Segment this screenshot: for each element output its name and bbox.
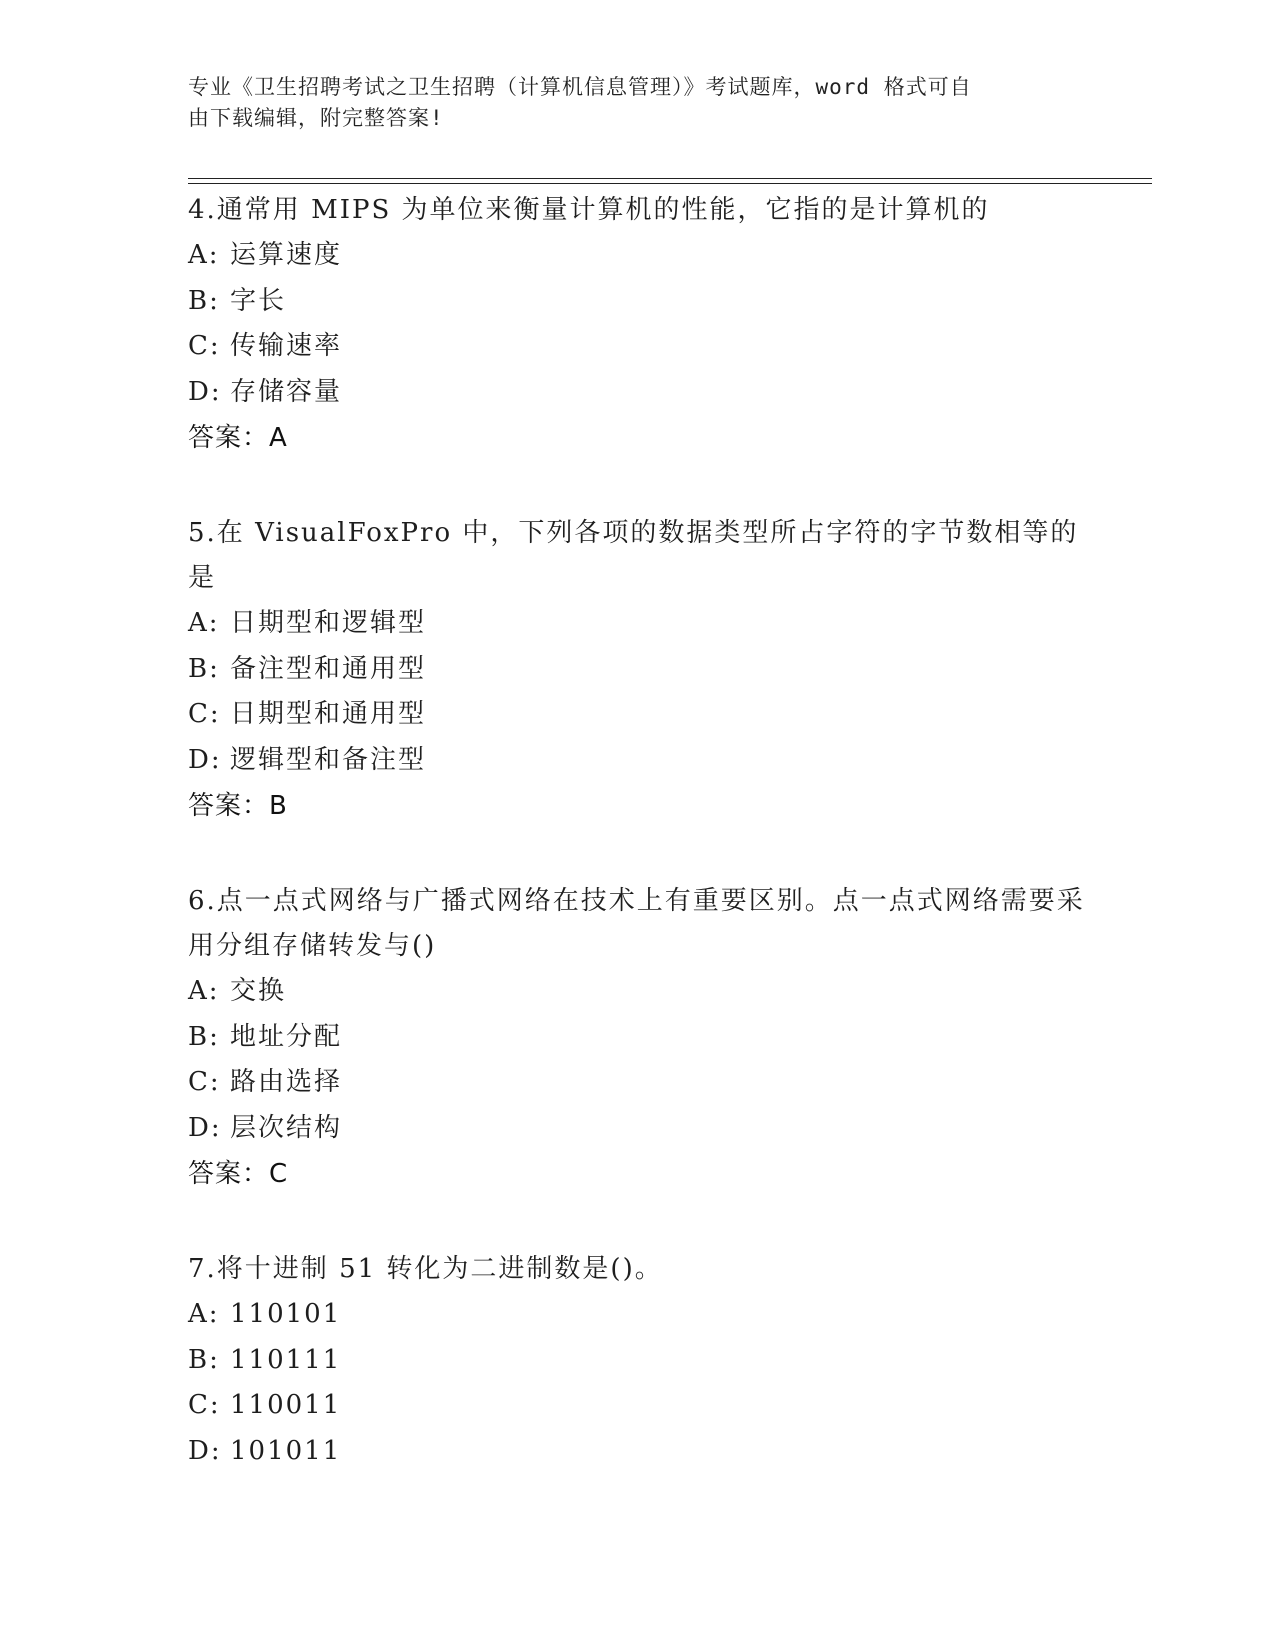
answer-label: 答案：A: [188, 423, 288, 453]
option-c: [188, 1060, 1088, 1106]
option-c: [188, 1383, 1088, 1429]
option-d: [188, 738, 1088, 784]
option-text: 字长: [230, 285, 287, 316]
option-b: [188, 1015, 1088, 1061]
option-a: [188, 233, 1088, 279]
answer-label: 答案：B: [188, 791, 288, 821]
header-divider-bottom: [188, 183, 1152, 184]
option-letter: D:: [188, 744, 222, 775]
option-a: [188, 601, 1088, 647]
option-d: [188, 370, 1088, 416]
option-b: [188, 1338, 1088, 1384]
option-text: 日期型和逻辑型: [230, 608, 427, 638]
option-text: 备注型和通用型: [230, 653, 427, 684]
question-6: [188, 879, 1088, 1197]
option-letter: D:: [188, 1112, 222, 1143]
option-letter: A:: [188, 1299, 220, 1329]
option-text: 逻辑型和备注型: [230, 744, 427, 775]
option-text: 路由选择: [230, 1067, 343, 1097]
header-line-2: 由下载编辑，附完整答案!: [188, 106, 444, 130]
option-b: [188, 279, 1088, 325]
question-text: 6.点一点式网络与广播式网络在技术上有重要区别。点一点式网络需要采用分组存储转发与(): [188, 886, 1085, 961]
option-letter: A:: [188, 608, 220, 638]
option-b: [188, 647, 1088, 693]
question-text: 4.通常用 MIPS 为单位来衡量计算机的性能，它指的是计算机的: [188, 195, 990, 225]
question-list: [188, 188, 1088, 1524]
question-7: [188, 1247, 1088, 1474]
header-divider-top: [188, 178, 1152, 179]
option-text: 地址分配: [230, 1021, 343, 1052]
option-text: 存储容量: [230, 376, 343, 407]
option-text: 运算速度: [230, 240, 343, 270]
option-letter: B:: [188, 653, 220, 684]
option-c: [188, 324, 1088, 370]
option-c: [188, 692, 1088, 738]
option-letter: B:: [188, 1344, 220, 1375]
option-text: 110111: [230, 1344, 342, 1375]
option-text: 传输速率: [230, 331, 343, 361]
option-letter: D:: [188, 1435, 222, 1466]
option-text: 110101: [230, 1299, 342, 1329]
question-5: [188, 511, 1088, 829]
option-letter: C:: [188, 1390, 221, 1420]
option-text: 日期型和通用型: [230, 699, 427, 729]
option-letter: B:: [188, 285, 220, 316]
option-a: [188, 969, 1088, 1015]
option-letter: A:: [188, 240, 220, 270]
document-header: [188, 72, 1068, 134]
option-letter: B:: [188, 1021, 220, 1052]
option-text: 交换: [230, 976, 287, 1006]
header-line-1: 专业《卫生招聘考试之卫生招聘（计算机信息管理）》考试题库，word 格式可自: [188, 75, 972, 99]
option-letter: D:: [188, 376, 222, 407]
option-text: 层次结构: [230, 1112, 343, 1143]
option-letter: C:: [188, 1067, 221, 1097]
answer-label: 答案：C: [188, 1159, 289, 1189]
option-letter: C:: [188, 699, 221, 729]
option-letter: C:: [188, 331, 221, 361]
option-d: [188, 1106, 1088, 1152]
question-text: 7.将十进制 51 转化为二进制数是()。: [188, 1254, 663, 1284]
option-d: [188, 1429, 1088, 1475]
option-text: 101011: [230, 1435, 342, 1466]
option-letter: A:: [188, 976, 220, 1006]
option-text: 110011: [230, 1390, 342, 1420]
option-a: [188, 1292, 1088, 1338]
question-text: 5.在 VisualFoxPro 中，下列各项的数据类型所占字符的字节数相等的是: [188, 518, 1079, 593]
question-4: [188, 188, 1088, 461]
